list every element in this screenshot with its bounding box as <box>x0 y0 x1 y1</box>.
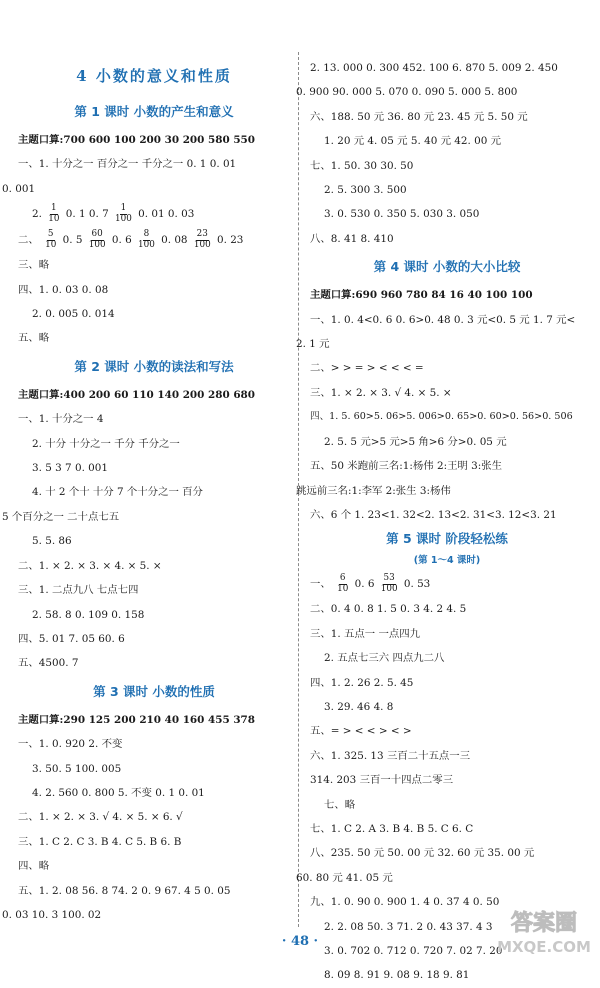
right-top-line: 0. 900 90. 000 5. 070 0. 090 5. 000 5. 800 <box>296 86 518 99</box>
fraction-text: 0. 53 <box>403 578 431 591</box>
watermark-bottom-text: MXQE.COM <box>497 938 591 956</box>
lesson-5-fraction-line <box>310 571 584 597</box>
lesson-1-line: 0. 001 <box>2 182 36 195</box>
lesson-4-line: 三、1. × 2. × 3. √ 4. × 5. × <box>310 386 452 399</box>
fraction-numerator: 53 <box>383 573 395 584</box>
fraction-text: 0. 6 <box>111 234 132 247</box>
lesson-1-line: 主题口算:700 600 100 200 30 200 580 550 <box>18 134 256 146</box>
lesson-3-line: 五、1. 2. 08 56. 8 74. 2 0. 9 67. 4 5 0. 05 <box>18 884 231 897</box>
fraction-numerator: 23 <box>196 229 208 240</box>
lesson-5-line: 五、= > < < > < > <box>310 725 412 738</box>
lesson-5-title: 第 5 课时 阶段轻松练 <box>386 531 508 547</box>
fraction-denominator: 10 <box>48 213 60 224</box>
lesson-5-line: 八、235. 50 元 50. 00 元 32. 60 元 35. 00 元 <box>310 847 535 860</box>
fraction <box>336 574 349 594</box>
fraction-text: 一、 <box>310 578 331 591</box>
lesson-1-fraction-line <box>18 227 290 253</box>
lesson-2-title: 第 2 课时 小数的读法和写法 <box>74 358 234 374</box>
fraction-text: 二、 <box>18 234 39 247</box>
right-top-line: 2. 13. 000 0. 300 452. 100 6. 870 5. 009 2. 450 <box>310 62 558 74</box>
lesson-2-line: 主题口算:400 200 60 110 140 200 280 680 <box>18 388 256 401</box>
fraction-denominator: 100 <box>380 583 398 594</box>
lesson-5-line: 七、1. C 2. A 3. B 4. B 5. C 6. C <box>310 822 474 835</box>
right-top-line: 八、8. 41 8. 410 <box>310 232 394 245</box>
lesson-1-line: 四、1. 0. 03 0. 08 <box>18 283 109 296</box>
lesson-3-line: 0. 03 10. 3 100. 02 <box>2 908 102 921</box>
lesson-4-line: 2. 5. 5 元>5 元>5 角>6 分>0. 05 元 <box>324 435 507 448</box>
fraction-text: 2. <box>32 208 42 221</box>
lesson-4-line: 二、> > = > < < < = <box>310 362 424 375</box>
fraction-numerator: 6 <box>339 573 346 584</box>
lesson-5-line: 四、1. 2. 26 2. 5. 45 <box>310 676 414 689</box>
lesson-3-title: 第 3 课时 小数的性质 <box>93 683 215 699</box>
lesson-4-line: 2. 1 元 <box>296 338 330 351</box>
fraction-text: 0. 23 <box>216 234 244 247</box>
fraction <box>44 230 57 250</box>
lesson-1-line: 一、1. 十分之一 百分之一 千分之一 0. 1 0. 01 <box>18 158 237 171</box>
fraction-text: 0. 1 0. 7 <box>65 208 109 221</box>
fraction-numerator: 1 <box>120 203 127 214</box>
lesson-3-line: 一、1. 0. 920 2. 不变 <box>18 738 123 751</box>
lesson-4-line: 跳远前三名:1:李军 2:张生 3:杨伟 <box>296 484 451 497</box>
lesson-1-line: 五、略 <box>18 332 50 345</box>
fraction-denominator: 100 <box>138 239 155 250</box>
lesson-2-line: 5. 5. 86 <box>32 535 72 548</box>
lesson-3-line: 二、1. × 2. × 3. √ 4. × 5. × 6. √ <box>18 811 183 824</box>
lesson-4-line: 四、1. 5. 60>5. 06>5. 006>0. 65>0. 60>0. 56>0. 506 <box>310 411 573 423</box>
fraction-denominator: 10 <box>45 239 57 250</box>
fraction <box>137 230 156 250</box>
fraction-text: 0. 01 0. 03 <box>138 208 195 221</box>
right-top-line: 六、188. 50 元 36. 80 元 23. 45 元 5. 50 元 <box>310 110 528 123</box>
fraction-denominator: 100 <box>115 213 132 224</box>
lesson-5-line: 60. 80 元 41. 05 元 <box>296 871 393 884</box>
fraction-numerator: 8 <box>143 229 150 240</box>
lesson-2-line: 四、5. 01 7. 05 60. 6 <box>18 632 125 645</box>
fraction <box>47 204 60 224</box>
fraction-numerator: 60 <box>91 229 103 240</box>
lesson-2-line: 2. 58. 8 0. 109 0. 158 <box>32 608 145 621</box>
lesson-5-line: 七、略 <box>324 798 356 811</box>
lesson-5-line: 3. 0. 702 0. 712 0. 720 7. 02 7. 20 <box>324 945 503 957</box>
lesson-5-line: 2. 五点七三六 四点九二八 <box>324 652 445 665</box>
lesson-5-line: 3. 29. 46 4. 8 <box>324 700 394 713</box>
page-number: · 48 · <box>281 934 319 949</box>
lesson-3-line: 四、略 <box>18 860 50 873</box>
fraction-text: 0. 08 <box>161 234 188 247</box>
lesson-2-line: 3. 5 3 7 0. 001 <box>32 462 109 475</box>
lesson-2-line: 三、1. 二点九八 七点七四 <box>18 584 139 597</box>
watermark-icon <box>496 904 592 958</box>
lesson-2-line: 一、1. 十分之一 4 <box>18 413 104 426</box>
lesson-5-subtitle: (第 1～4 课时) <box>413 555 481 567</box>
fraction-numerator: 1 <box>51 203 57 214</box>
lesson-5-line: 8. 09 8. 91 9. 08 9. 18 9. 81 <box>324 969 470 982</box>
lesson-2-line: 4. 十 2 个十 十分 7 个十分之一 百分 <box>32 486 203 499</box>
fraction-denominator: 10 <box>337 583 349 594</box>
lesson-2-line: 二、1. × 2. × 3. × 4. × 5. × <box>18 559 162 572</box>
right-column <box>296 56 584 988</box>
lesson-4-line: 主题口算:690 960 780 84 16 40 100 100 <box>310 289 533 302</box>
fraction-text: 0. 5 <box>62 234 83 247</box>
lesson-3-line: 三、1. C 2. C 3. B 4. C 5. B 6. B <box>18 835 182 848</box>
lesson-3-line: 4. 2. 560 0. 800 5. 不变 0. 1 0. 01 <box>32 786 205 799</box>
lesson-4-line: 一、1. 0. 4<0. 6 0. 6>0. 48 0. 3 元<0. 5 元 1. 7 元< <box>310 313 576 326</box>
fraction <box>114 204 133 224</box>
fraction-denominator: 100 <box>88 239 106 250</box>
fraction <box>88 230 107 250</box>
lesson-2-line: 5 个百分之一 二十点七五 <box>2 510 120 523</box>
lesson-5-line: 2. 2. 08 50. 3 71. 2 0. 43 37. 4 3 <box>324 920 493 933</box>
fraction-numerator: 5 <box>47 229 54 240</box>
lesson-2-line: 五、4500. 7 <box>18 657 79 670</box>
right-top-line: 3. 0. 530 0. 350 5. 030 3. 050 <box>324 208 480 221</box>
right-top-line: 2. 5. 300 3. 500 <box>324 184 407 197</box>
right-top-line: 七、1. 50. 30 30. 50 <box>310 159 414 172</box>
watermark-top-text: 答案圈 <box>510 911 578 936</box>
lesson-2-line: 2. 十分 十分之一 千分 千分之一 <box>32 437 180 450</box>
lesson-3-line: 主题口算:290 125 200 210 40 160 455 378 <box>18 713 256 726</box>
lesson-5-line: 314. 203 三百一十四点二零三 <box>310 774 454 787</box>
lesson-5-line: 九、1. 0. 90 0. 900 1. 4 0. 37 4 0. 50 <box>310 896 500 909</box>
lesson-1-line: 2. 0. 005 0. 014 <box>32 308 115 321</box>
chapter-title: 4 小数的意义和性质 <box>76 67 232 85</box>
lesson-5-line: 三、1. 五点一 一点四九 <box>310 627 421 640</box>
lesson-3-line: 3. 50. 5 100. 005 <box>32 762 122 775</box>
fraction <box>380 574 399 594</box>
lesson-1-line: 三、略 <box>18 259 50 272</box>
lesson-1-title: 第 1 课时 小数的产生和意义 <box>74 104 234 119</box>
lesson-4-line: 六、6 个 1. 23<1. 32<2. 13<2. 31<3. 12<3. 21 <box>310 508 557 521</box>
lesson-1-fraction-line <box>18 201 290 227</box>
lesson-5-line: 六、1. 325. 13 三百二十五点一三 <box>310 749 471 762</box>
right-top-line: 1. 20 元 4. 05 元 5. 40 元 42. 00 元 <box>324 135 502 148</box>
lesson-4-title: 第 4 课时 小数的大小比较 <box>373 259 521 275</box>
lesson-4-line: 五、50 米跑前三名:1:杨伟 2:王明 3:张生 <box>310 460 503 473</box>
fraction <box>193 230 212 250</box>
watermark-logo <box>496 904 592 958</box>
left-column <box>2 56 290 927</box>
fraction-text: 0. 6 <box>354 578 375 591</box>
fraction-denominator: 100 <box>193 239 211 250</box>
lesson-5-line: 二、0. 4 0. 8 1. 5 0. 3 4. 2 4. 5 <box>310 603 467 616</box>
